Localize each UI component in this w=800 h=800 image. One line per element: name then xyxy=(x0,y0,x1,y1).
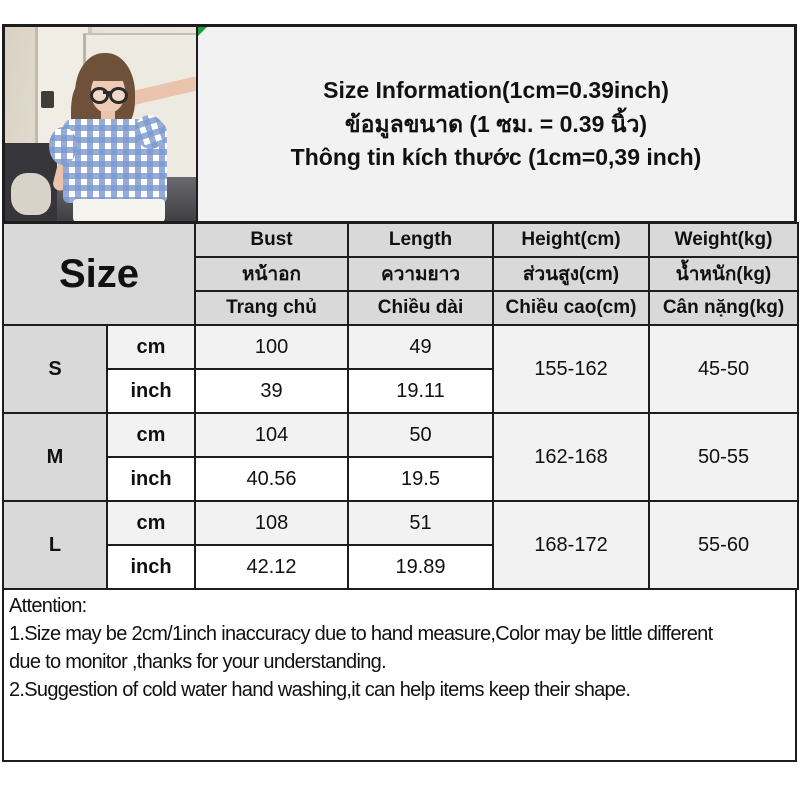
value-cell: 40.56 xyxy=(195,457,348,501)
unit-cell: cm xyxy=(107,501,195,545)
value-cell: 19.5 xyxy=(348,457,493,501)
title-vi: Thông tin kích thước (1cm=0,39 inch) xyxy=(290,144,702,171)
value-cell: 19.89 xyxy=(348,545,493,589)
row-s-cm xyxy=(3,325,798,369)
size-chart-sheet xyxy=(2,24,797,762)
cell-error-indicator-icon xyxy=(198,27,207,36)
photo-bag xyxy=(11,173,51,215)
value-cell: 49 xyxy=(348,325,493,369)
weight-range-cell: 50-55 xyxy=(649,413,798,501)
weight-range-cell: 45-50 xyxy=(649,325,798,413)
attention-note: 2.Suggestion of cold water hand washing,it can help items keep their shape. xyxy=(9,679,631,701)
unit-cell: inch xyxy=(107,457,195,501)
row-l-cm xyxy=(3,501,798,545)
height-range-cell: 168-172 xyxy=(493,501,649,589)
size-header-cell: Size xyxy=(3,223,195,325)
value-cell: 104 xyxy=(195,413,348,457)
col-length-th: ความยาว xyxy=(348,257,493,291)
col-bust-th: หน้าอก xyxy=(195,257,348,291)
row-m-cm xyxy=(3,413,798,457)
value-cell: 51 xyxy=(348,501,493,545)
attention-note: 1.Size may be 2cm/1inch inaccuracy due to hand measure,Color may be little different xyxy=(9,623,713,645)
col-length-en: Length xyxy=(348,223,493,257)
puff-sleeve xyxy=(49,127,77,165)
white-skirt xyxy=(73,199,165,221)
photo-wall-switch xyxy=(41,91,54,108)
unit-cell: cm xyxy=(107,325,195,369)
col-bust-en: Bust xyxy=(195,223,348,257)
model-hair-fringe xyxy=(89,65,127,81)
col-length-vi: Chiều dài xyxy=(348,291,493,325)
attention-note: due to monitor ,thanks for your understanding. xyxy=(9,651,386,673)
value-cell: 19.11 xyxy=(348,369,493,413)
value-cell: 42.12 xyxy=(195,545,348,589)
col-weight-en: Weight(kg) xyxy=(649,223,798,257)
col-height-vi: Chiều cao(cm) xyxy=(493,291,649,325)
title-en: Size Information(1cm=0.39inch) xyxy=(323,77,669,104)
height-range-cell: 155-162 xyxy=(493,325,649,413)
col-bust-vi: Trang chủ xyxy=(195,291,348,325)
unit-cell: inch xyxy=(107,545,195,589)
col-height-th: ส่วนสูง(cm) xyxy=(493,257,649,291)
unit-cell: inch xyxy=(107,369,195,413)
size-label-l: L xyxy=(3,501,107,589)
glasses-icon xyxy=(109,87,128,104)
product-photo xyxy=(5,27,198,221)
header-row-en xyxy=(3,223,798,257)
col-weight-th: น้ำหนัก(kg) xyxy=(649,257,798,291)
value-cell: 108 xyxy=(195,501,348,545)
height-range-cell: 162-168 xyxy=(493,413,649,501)
unit-cell: cm xyxy=(107,413,195,457)
value-cell: 39 xyxy=(195,369,348,413)
size-table xyxy=(2,222,799,590)
title-cell xyxy=(198,27,794,221)
glasses-bridge xyxy=(103,91,110,94)
size-label-s: S xyxy=(3,325,107,413)
attention-box xyxy=(2,588,797,762)
top-band xyxy=(2,24,797,224)
glasses-icon xyxy=(90,87,109,104)
col-weight-vi: Cân nặng(kg) xyxy=(649,291,798,325)
value-cell: 100 xyxy=(195,325,348,369)
value-cell: 50 xyxy=(348,413,493,457)
title-th: ข้อมูลขนาด (1 ซม. = 0.39 นิ้ว) xyxy=(344,110,648,137)
weight-range-cell: 55-60 xyxy=(649,501,798,589)
size-label-m: M xyxy=(3,413,107,501)
attention-heading: Attention: xyxy=(9,595,87,617)
col-height-en: Height(cm) xyxy=(493,223,649,257)
